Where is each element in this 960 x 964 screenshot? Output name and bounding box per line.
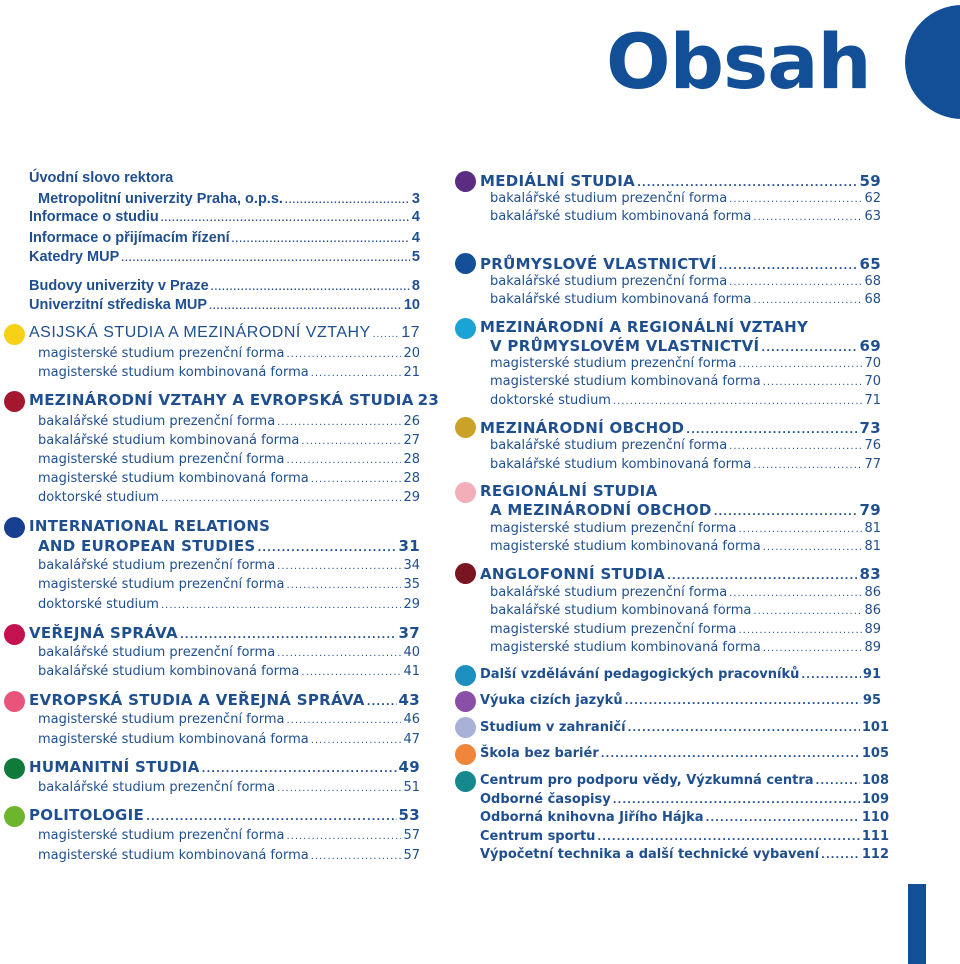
page-number: 76 xyxy=(864,438,881,453)
section-color-dot xyxy=(4,324,25,345)
entry-label: ASIJSKÁ STUDIA A MEZINÁRODNÍ VZTAHY xyxy=(29,324,371,341)
page-number: 20 xyxy=(403,346,420,361)
section-color-dot xyxy=(4,806,25,827)
toc-subentry[interactable] xyxy=(38,414,420,429)
page-number: 35 xyxy=(403,577,420,592)
entry-label: Univerzitní střediska MUP xyxy=(29,297,208,313)
entry-label: Další vzdělávání pedagogických pracovníků xyxy=(480,667,800,682)
toc-subentry[interactable] xyxy=(490,603,881,618)
toc-section-mrv-line1: MEZINÁRODNÍ A REGIONÁLNÍ VZTAHY xyxy=(480,318,809,336)
page-number: 28 xyxy=(403,452,420,467)
entry-label: V PRŮMYSLOVÉM VLASTNICTVÍ xyxy=(490,337,760,355)
entry-label: bakalářské studium prezenční forma xyxy=(490,438,728,453)
entry-label: bakalářské studium prezenční forma xyxy=(38,780,276,795)
entry-label: doktorské studium xyxy=(490,393,611,408)
entry-label: magisterské studium kombinovaná forma xyxy=(490,640,761,655)
leader-dots xyxy=(211,282,410,293)
entry-label: magisterské studium prezenční forma xyxy=(38,577,285,592)
entry-label: AND EUROPEAN STUDIES xyxy=(38,537,256,555)
leader-dots xyxy=(232,234,410,245)
leader-dots xyxy=(738,359,862,370)
toc-extra-vt[interactable] xyxy=(480,847,889,862)
page-number: 3 xyxy=(411,191,420,207)
section-color-dot xyxy=(455,417,476,438)
leader-dots xyxy=(286,831,401,842)
entry-label: bakalářské studium kombinovaná forma xyxy=(490,457,752,472)
section-color-dot xyxy=(455,563,476,584)
leader-dots xyxy=(761,343,857,354)
page-number: 29 xyxy=(403,597,420,612)
page-number: 70 xyxy=(864,356,881,371)
entry-label: magisterské studium kombinovaná forma xyxy=(38,365,309,380)
leader-dots xyxy=(161,493,401,504)
toc-section-mo[interactable] xyxy=(480,419,881,437)
toc-entry[interactable] xyxy=(38,191,420,207)
page-number: 105 xyxy=(861,746,889,761)
toc-section-ms[interactable] xyxy=(480,172,881,190)
entry-label: magisterské studium kombinovaná forma xyxy=(490,539,761,554)
toc-entry[interactable] xyxy=(29,249,420,265)
toc-subentry[interactable] xyxy=(490,274,881,289)
toc-subentry[interactable] xyxy=(38,645,420,660)
entry-label: bakalářské studium prezenční forma xyxy=(490,274,728,289)
toc-subentry[interactable] xyxy=(38,828,420,843)
leader-dots xyxy=(286,349,401,360)
toc-extra-svz[interactable] xyxy=(480,720,889,735)
entry-label: doktorské studium xyxy=(38,597,159,612)
leader-dots xyxy=(258,543,397,554)
leader-dots xyxy=(628,723,860,734)
page-number: 21 xyxy=(403,365,420,380)
entry-label: bakalářské studium kombinovaná forma xyxy=(38,664,300,679)
page-number: 62 xyxy=(864,191,881,206)
toc-subentry[interactable] xyxy=(38,732,420,747)
entry-label: bakalářské studium kombinovaná forma xyxy=(490,209,752,224)
leader-dots xyxy=(209,301,402,312)
entry-label: ANGLOFONNÍ STUDIA xyxy=(480,565,666,583)
leader-dots xyxy=(637,178,857,189)
entry-label: Informace o přijímacím řízení xyxy=(29,230,230,246)
toc-subentry[interactable] xyxy=(490,521,881,536)
entry-label: magisterské studium prezenční forma xyxy=(490,356,737,371)
page-number: 70 xyxy=(864,374,881,389)
toc-extra-cs[interactable] xyxy=(480,829,889,844)
toc-subentry[interactable] xyxy=(490,438,881,453)
page-number: 69 xyxy=(859,337,881,355)
toc-entry[interactable] xyxy=(29,278,420,294)
toc-subentry[interactable] xyxy=(490,585,881,600)
toc-section-esvs[interactable] xyxy=(29,691,420,709)
toc-subentry[interactable] xyxy=(38,490,420,505)
section-color-dot xyxy=(4,391,25,412)
toc-extra-okjh[interactable] xyxy=(480,810,889,825)
section-color-dot xyxy=(4,758,25,779)
entry-label: magisterské studium prezenční forma xyxy=(38,452,285,467)
page-number: 83 xyxy=(859,565,881,583)
entry-label: magisterské studium kombinovaná forma xyxy=(38,848,309,863)
leader-dots xyxy=(286,715,401,726)
toc-subentry[interactable] xyxy=(38,346,420,361)
toc-subentry[interactable] xyxy=(38,577,420,592)
toc-subentry[interactable] xyxy=(490,356,881,371)
page-title: Obsah xyxy=(606,17,871,106)
page-number: 51 xyxy=(403,780,420,795)
toc-section-pv[interactable] xyxy=(480,255,881,273)
entry-label: magisterské studium prezenční forma xyxy=(38,346,285,361)
page-number: 81 xyxy=(864,521,881,536)
entry-label: VEŘEJNÁ SPRÁVA xyxy=(29,624,178,642)
leader-dots xyxy=(729,194,862,205)
leader-dots xyxy=(763,377,863,388)
entry-label: bakalářské studium prezenční forma xyxy=(38,558,276,573)
page-number: 110 xyxy=(861,810,889,825)
page-number: 28 xyxy=(403,471,420,486)
page-number: 108 xyxy=(861,773,889,788)
toc-extra-vcj[interactable] xyxy=(480,693,881,708)
toc-subentry[interactable] xyxy=(38,848,420,863)
entry-label: Výpočetní technika a další technické vybavení xyxy=(480,847,820,862)
section-color-dot xyxy=(455,771,476,792)
entry-label: Budovy univerzity v Praze xyxy=(29,278,209,294)
leader-dots xyxy=(706,813,860,824)
page-number: 63 xyxy=(864,209,881,224)
page-number: 57 xyxy=(403,828,420,843)
page-number: 40 xyxy=(403,645,420,660)
entry-label: magisterské studium prezenční forma xyxy=(38,828,285,843)
leader-dots xyxy=(729,441,862,452)
page-number: 31 xyxy=(398,537,420,555)
page-number: 112 xyxy=(861,847,889,862)
page-number: 17 xyxy=(401,324,420,341)
entry-label: EVROPSKÁ STUDIA A VEŘEJNÁ SPRÁVA xyxy=(29,691,365,709)
leader-dots xyxy=(121,253,410,264)
leader-dots xyxy=(753,295,862,306)
leader-dots xyxy=(763,643,863,654)
leader-dots xyxy=(161,213,410,224)
section-color-dot xyxy=(455,171,476,192)
page-number: 65 xyxy=(859,255,881,273)
toc-section-politologie[interactable] xyxy=(29,806,420,824)
entry-label: magisterské studium prezenční forma xyxy=(490,622,737,637)
page-number: 68 xyxy=(864,292,881,307)
leader-dots xyxy=(686,425,857,436)
page-number: 34 xyxy=(403,558,420,573)
leader-dots xyxy=(738,524,862,535)
section-color-dot xyxy=(455,253,476,274)
leader-dots xyxy=(161,600,401,611)
entry-label: POLITOLOGIE xyxy=(29,806,145,824)
page-number: 81 xyxy=(864,539,881,554)
leader-dots xyxy=(753,212,862,223)
toc-subentry[interactable] xyxy=(490,539,881,554)
leader-dots xyxy=(202,764,397,775)
leader-dots xyxy=(753,606,862,617)
entry-label: Centrum pro podporu vědy, Výzkumná centra xyxy=(480,773,814,788)
entry-label: A MEZINÁRODNÍ OBCHOD xyxy=(490,501,712,519)
toc-section-as[interactable] xyxy=(480,565,881,583)
entry-label: bakalářské studium prezenční forma xyxy=(490,191,728,206)
page-number: 59 xyxy=(859,172,881,190)
page-number: 46 xyxy=(403,712,420,727)
entry-label: magisterské studium prezenční forma xyxy=(490,521,737,536)
page-number: 57 xyxy=(403,848,420,863)
leader-dots xyxy=(729,588,862,599)
leader-dots xyxy=(601,749,860,760)
page-number: 43 xyxy=(398,691,420,709)
toc-extra-oc[interactable] xyxy=(480,792,889,807)
entry-label: MEZINÁRODNÍ OBCHOD xyxy=(480,419,685,437)
toc-subentry[interactable] xyxy=(490,374,881,389)
toc-section-asijska[interactable] xyxy=(29,324,420,342)
page-number: 68 xyxy=(864,274,881,289)
toc-subentry[interactable] xyxy=(38,712,420,727)
toc-extra-cpv[interactable] xyxy=(480,773,889,788)
leader-dots xyxy=(373,329,399,340)
toc-subentry[interactable] xyxy=(38,452,420,467)
entry-label: HUMANITNÍ STUDIA xyxy=(29,758,200,776)
section-color-dot xyxy=(455,691,476,712)
page-number: 77 xyxy=(864,457,881,472)
page-number: 71 xyxy=(864,393,881,408)
leader-dots xyxy=(763,542,863,553)
page-number: 4 xyxy=(411,209,420,225)
toc-section-vs[interactable] xyxy=(29,624,420,642)
leader-dots xyxy=(801,670,861,681)
toc-extra-dvpp[interactable] xyxy=(480,667,881,682)
page-number: 5 xyxy=(411,249,420,265)
toc-subentry[interactable] xyxy=(38,365,420,380)
page-number: 41 xyxy=(403,664,420,679)
section-color-dot xyxy=(455,482,476,503)
toc-subentry[interactable] xyxy=(38,780,420,795)
toc-section-rsmo-line1: REGIONÁLNÍ STUDIA xyxy=(480,482,658,500)
leader-dots xyxy=(821,850,860,861)
entry-label: Odborná knihovna Jiřího Hájka xyxy=(480,810,704,825)
leader-dots xyxy=(311,474,402,485)
page-number: 73 xyxy=(859,419,881,437)
leader-dots xyxy=(311,368,402,379)
leader-dots xyxy=(277,648,401,659)
section-color-dot xyxy=(455,744,476,765)
toc-extra-sbb[interactable] xyxy=(480,746,889,761)
entry-label: Výuka cizích jazyků xyxy=(480,693,623,708)
toc-subentry[interactable] xyxy=(490,292,881,307)
page-number: 111 xyxy=(861,829,889,844)
leader-dots xyxy=(146,812,396,823)
section-color-dot xyxy=(455,717,476,738)
page-number: 79 xyxy=(859,501,881,519)
leader-dots xyxy=(367,697,397,708)
entry-label: bakalářské studium prezenční forma xyxy=(38,414,276,429)
leader-dots xyxy=(311,735,402,746)
section-color-dot xyxy=(4,517,25,538)
entry-label: magisterské studium kombinovaná forma xyxy=(38,732,309,747)
toc-subentry[interactable] xyxy=(38,433,420,448)
leader-dots xyxy=(729,277,862,288)
toc-subentry[interactable] xyxy=(38,664,420,679)
page-number: 49 xyxy=(398,758,420,776)
leader-dots xyxy=(285,195,410,206)
toc-subentry[interactable] xyxy=(38,471,420,486)
toc-subentry[interactable] xyxy=(490,457,881,472)
toc-subentry[interactable] xyxy=(38,597,420,612)
page-number: 27 xyxy=(403,433,420,448)
page-number: 10 xyxy=(403,297,420,313)
entry-label: Odborné časopisy xyxy=(480,792,611,807)
toc-subentry[interactable] xyxy=(490,191,881,206)
entry-label: bakalářské studium kombinovaná forma xyxy=(490,292,752,307)
toc-entry[interactable] xyxy=(29,209,420,225)
page-number: 8 xyxy=(411,278,420,294)
toc-section-rsmo[interactable] xyxy=(490,501,881,519)
leader-dots xyxy=(277,561,401,572)
leader-dots xyxy=(753,460,862,471)
leader-dots xyxy=(738,625,862,636)
page-number: 29 xyxy=(403,490,420,505)
leader-dots xyxy=(301,436,401,447)
page-number: 47 xyxy=(403,732,420,747)
toc-intro-line: Úvodní slovo rektora xyxy=(29,170,174,186)
entry-label: MEDIÁLNÍ STUDIA xyxy=(480,172,636,190)
bottom-bar-decoration xyxy=(908,884,926,964)
entry-label: bakalářské studium prezenční forma xyxy=(490,585,728,600)
toc-section-mvaes[interactable] xyxy=(29,391,440,409)
toc-section-ires[interactable] xyxy=(38,537,420,555)
leader-dots xyxy=(311,851,402,862)
toc-entry[interactable] xyxy=(29,230,420,246)
toc-subentry[interactable] xyxy=(490,209,881,224)
leader-dots xyxy=(613,795,860,806)
page-number: 89 xyxy=(864,622,881,637)
toc-entry[interactable] xyxy=(29,297,420,313)
page-number: 26 xyxy=(403,414,420,429)
page-number: 53 xyxy=(398,806,420,824)
entry-label: Škola bez bariér xyxy=(480,746,599,761)
entry-label: Centrum sportu xyxy=(480,829,596,844)
leader-dots xyxy=(301,667,401,678)
entry-label: bakalářské studium kombinovaná forma xyxy=(490,603,752,618)
page-number: 109 xyxy=(861,792,889,807)
toc-subentry[interactable] xyxy=(490,640,881,655)
page-number: 89 xyxy=(864,640,881,655)
leader-dots xyxy=(719,261,858,272)
entry-label: PRŮMYSLOVÉ VLASTNICTVÍ xyxy=(480,255,717,273)
page-number: 86 xyxy=(864,603,881,618)
leader-dots xyxy=(286,580,401,591)
toc-section-mrv[interactable] xyxy=(490,337,881,355)
section-color-dot xyxy=(4,691,25,712)
entry-label: doktorské studium xyxy=(38,490,159,505)
leader-dots xyxy=(277,783,401,794)
toc-section-hs[interactable] xyxy=(29,758,420,776)
toc-subentry[interactable] xyxy=(38,558,420,573)
entry-label: MEZINÁRODNÍ VZTAHY A EVROPSKÁ STUDIA xyxy=(29,391,414,409)
leader-dots xyxy=(613,396,862,407)
entry-label: Studium v zahraničí xyxy=(480,720,626,735)
leader-dots xyxy=(277,417,401,428)
corner-circle-decoration xyxy=(905,5,960,119)
leader-dots xyxy=(625,696,861,707)
entry-label: Katedry MUP xyxy=(29,249,120,265)
page-number: 37 xyxy=(398,624,420,642)
entry-label: bakalářské studium prezenční forma xyxy=(38,645,276,660)
leader-dots xyxy=(667,571,857,582)
leader-dots xyxy=(816,776,860,787)
entry-label: bakalářské studium kombinovaná forma xyxy=(38,433,300,448)
toc-section-ires-line1: INTERNATIONAL RELATIONS xyxy=(29,517,271,535)
page-number: 91 xyxy=(862,667,881,682)
leader-dots xyxy=(286,455,401,466)
entry-label: magisterské studium kombinovaná forma xyxy=(38,471,309,486)
leader-dots xyxy=(597,832,859,843)
page-number: 95 xyxy=(862,693,881,708)
entry-label: magisterské studium prezenční forma xyxy=(38,712,285,727)
page-number: 4 xyxy=(411,230,420,246)
toc-subentry[interactable] xyxy=(490,622,881,637)
entry-label: Metropolitní univerzity Praha, o.p.s. xyxy=(38,191,283,207)
leader-dots xyxy=(714,507,858,518)
section-color-dot xyxy=(455,665,476,686)
toc-subentry[interactable] xyxy=(490,393,881,408)
section-color-dot xyxy=(4,624,25,645)
entry-label: magisterské studium kombinovaná forma xyxy=(490,374,761,389)
entry-label: Informace o studiu xyxy=(29,209,159,225)
page-number: 101 xyxy=(861,720,889,735)
page-number: 23 xyxy=(417,391,440,409)
page-number: 86 xyxy=(864,585,881,600)
section-color-dot xyxy=(455,318,476,339)
leader-dots xyxy=(180,630,397,641)
